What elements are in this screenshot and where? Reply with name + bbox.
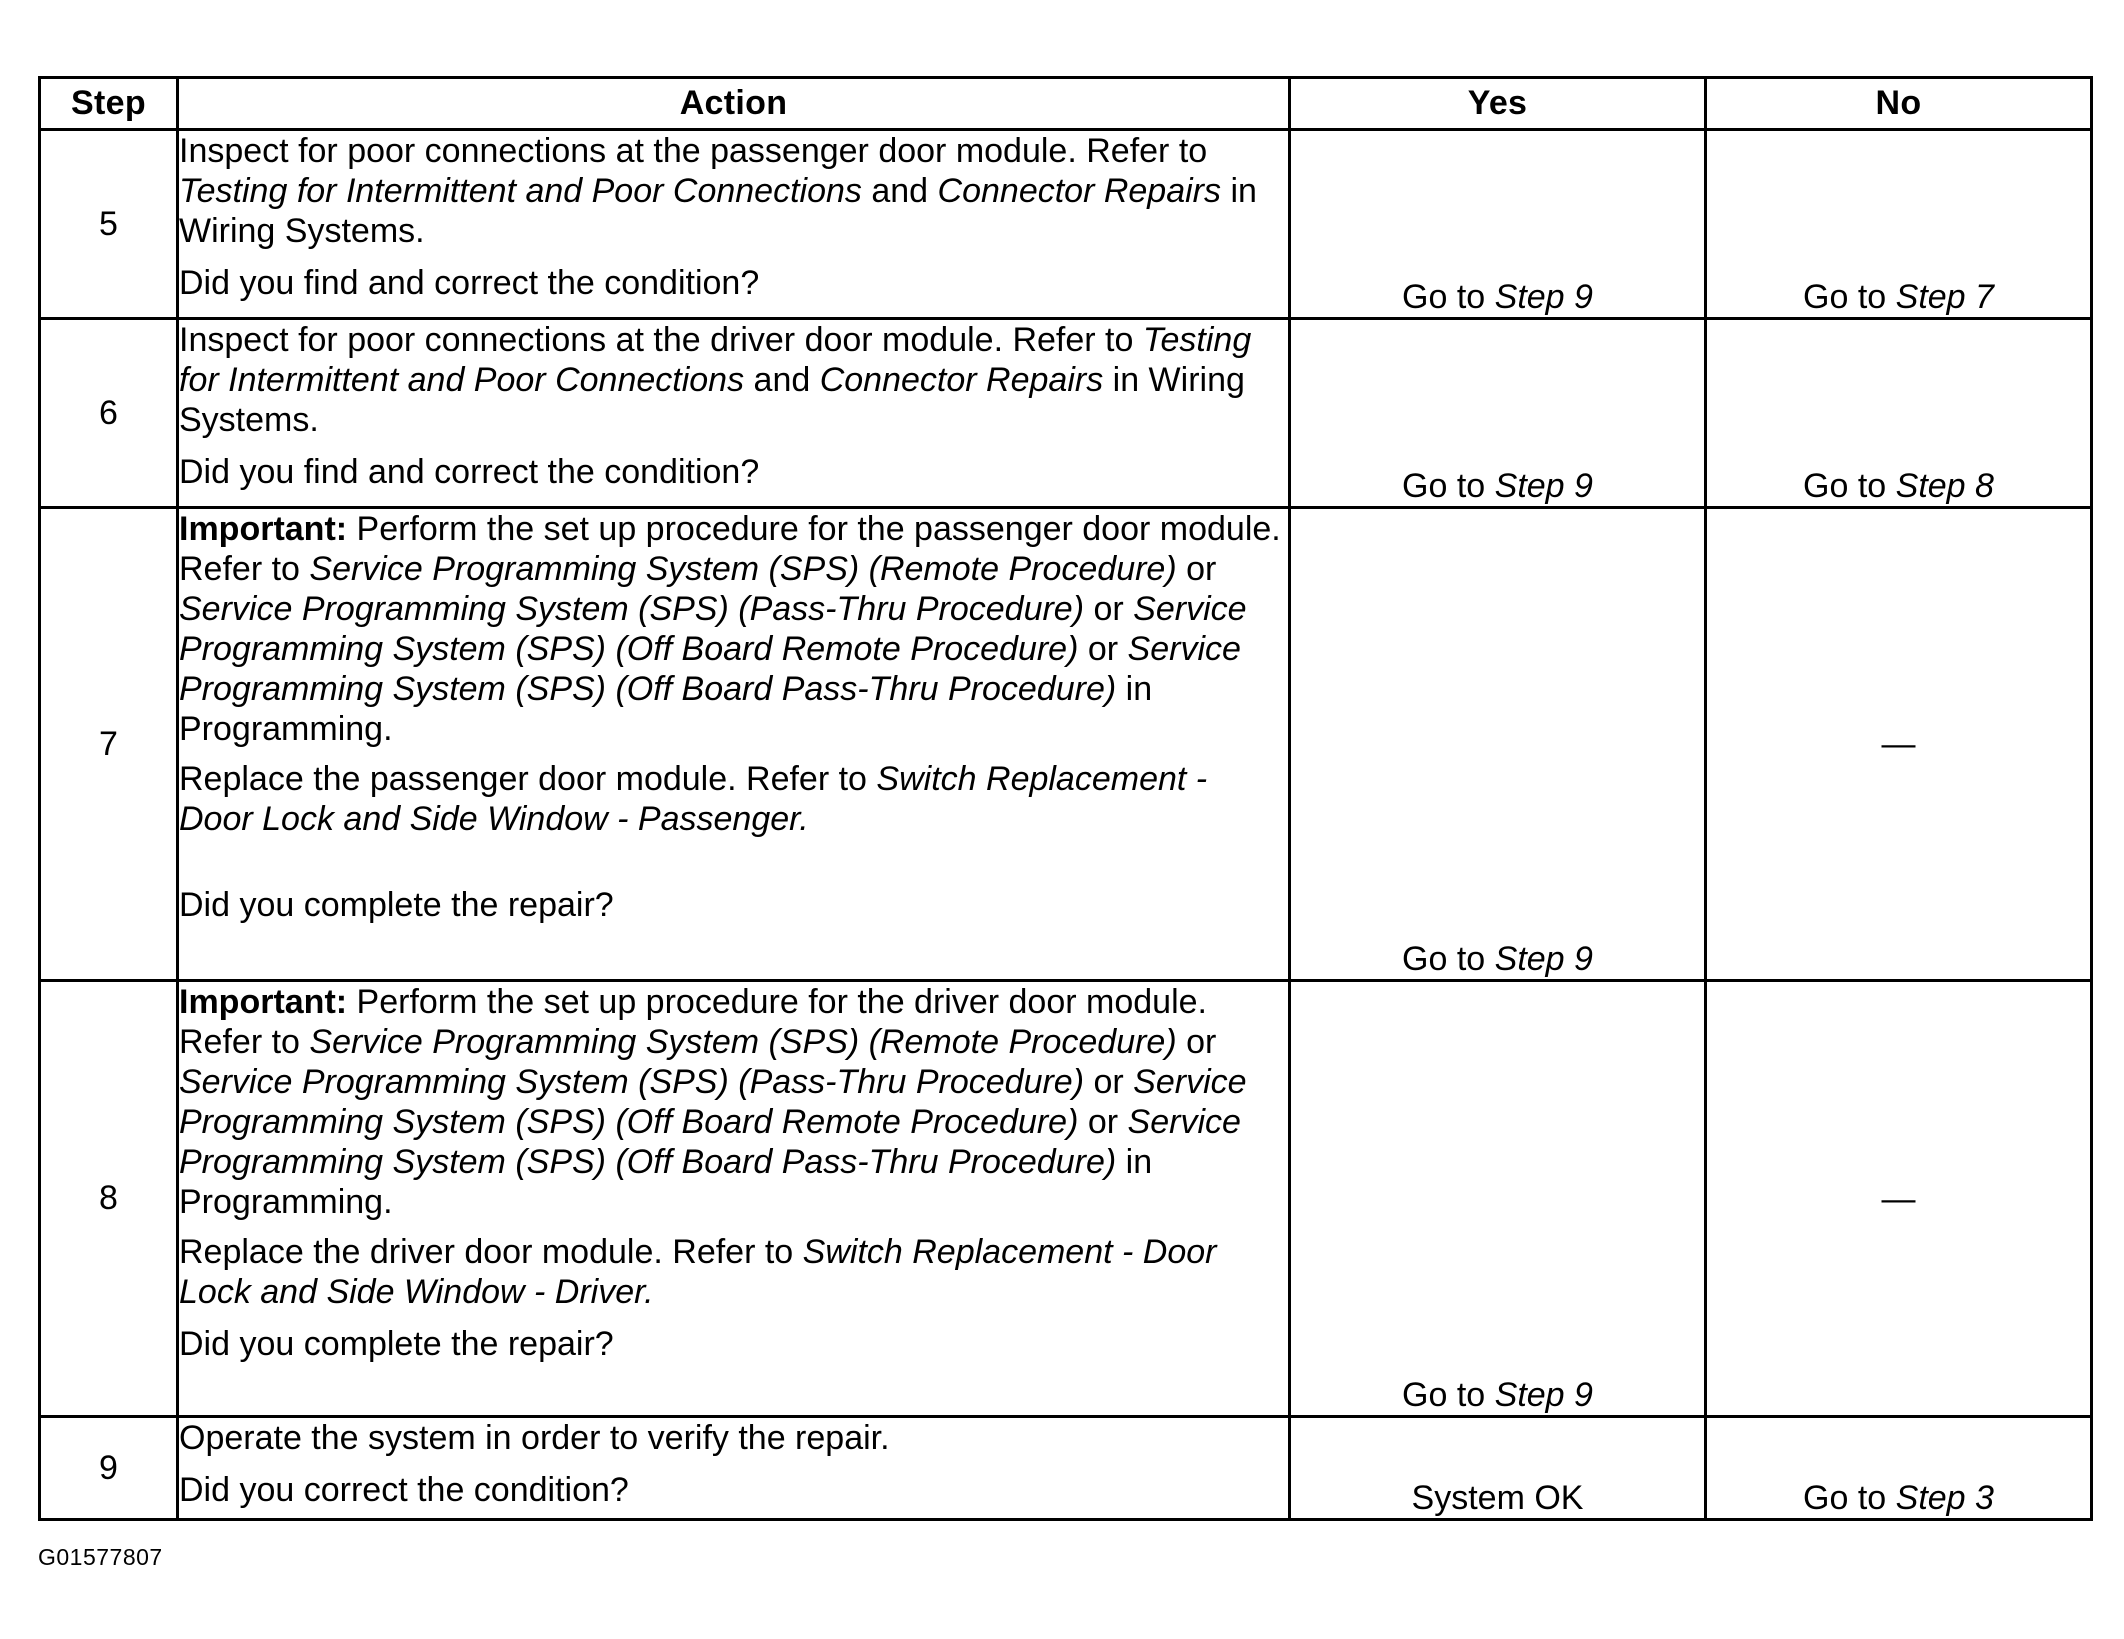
text-run: Perform the set up procedure for the passenger door module. Refer to	[179, 510, 1281, 588]
important-label: Important:	[179, 510, 348, 548]
step-reference: Step 8	[1895, 467, 1994, 505]
action-cell	[178, 508, 1290, 981]
text-run: or	[1176, 550, 1217, 588]
text-run: Inspect for poor connections at the driver door module. Refer to	[179, 321, 1143, 359]
important-note	[179, 982, 1288, 1222]
text-run: or	[1176, 1023, 1217, 1061]
table-header-row	[40, 78, 2092, 130]
table-row-step-5	[40, 130, 2092, 319]
step-number: 5	[40, 130, 178, 319]
reference: Service Programming System (SPS) (Off Board Remote Procedure)	[179, 1063, 1247, 1141]
action-cell	[178, 981, 1290, 1417]
result-prefix: Go to	[1402, 467, 1495, 505]
step-number: 6	[40, 319, 178, 508]
step-reference: Step 9	[1494, 467, 1593, 505]
action-question: Did you find and correct the condition?	[179, 264, 760, 302]
reference: Switch Replacement - Door Lock and Side Window - Passenger.	[179, 760, 1208, 838]
table-row-step-8	[40, 981, 2092, 1417]
yes-result	[1290, 508, 1706, 981]
text-run: in Programming.	[179, 670, 1153, 748]
step-reference: Step 9	[1494, 1376, 1593, 1414]
text-run: or	[1078, 630, 1128, 668]
step-number: 9	[40, 1417, 178, 1520]
result-prefix: Go to	[1803, 278, 1896, 316]
diagnostic-page	[38, 76, 2090, 1521]
yes-result	[1290, 981, 1706, 1417]
result-prefix: Go to	[1402, 278, 1495, 316]
replace-instruction	[179, 1232, 1288, 1312]
no-result	[1706, 319, 2092, 508]
reference: Service Programming System (SPS) (Off Board Pass-Thru Procedure)	[179, 1103, 1241, 1181]
action-cell	[178, 319, 1290, 508]
text-run: or	[1084, 590, 1134, 628]
header-action: Action	[178, 78, 1290, 130]
yes-result	[1290, 130, 1706, 319]
no-result	[1706, 130, 2092, 319]
action-question: Did you complete the repair?	[179, 886, 614, 924]
action-text	[179, 320, 1288, 440]
reference: Service Programming System (SPS) (Pass-Thru Procedure)	[179, 1063, 1085, 1101]
step-number: 8	[40, 981, 178, 1417]
text-run: and	[861, 172, 938, 210]
reference: Testing for Intermittent and Poor Connections	[179, 172, 862, 210]
step-reference: Step 3	[1895, 1479, 1994, 1517]
result-prefix: Go to	[1803, 1479, 1896, 1517]
reference: Testing for Intermittent and Poor Connections	[179, 321, 1252, 399]
text-run: and	[744, 361, 820, 399]
reference: Service Programming System (SPS) (Remote Procedure)	[309, 550, 1177, 588]
replace-instruction	[179, 759, 1288, 839]
result-prefix: Go to	[1803, 467, 1896, 505]
text-run: Perform the set up procedure for the driver door module. Refer to	[179, 983, 1207, 1061]
yes-result: System OK	[1290, 1417, 1706, 1520]
text-run: or	[1078, 1103, 1128, 1141]
result-prefix: Go to	[1402, 1376, 1495, 1414]
reference: Connector Repairs	[937, 172, 1222, 210]
header-no: No	[1706, 78, 2092, 130]
important-note	[179, 509, 1288, 749]
action-cell	[178, 1417, 1290, 1520]
step-number: 7	[40, 508, 178, 981]
action-question: Did you find and correct the condition?	[179, 453, 760, 491]
step-reference: Step 9	[1494, 940, 1593, 978]
reference: Service Programming System (SPS) (Remote Procedure)	[309, 1023, 1177, 1061]
yes-result	[1290, 319, 1706, 508]
table-row-step-6	[40, 319, 2092, 508]
diagnostic-table	[38, 76, 2093, 1521]
no-result	[1706, 1417, 2092, 1520]
text-run: in Wiring Systems.	[179, 172, 1257, 250]
text-run: Replace the driver door module. Refer to	[179, 1233, 803, 1271]
reference: Service Programming System (SPS) (Pass-Thru Procedure)	[179, 590, 1085, 628]
text-run: in Wiring Systems.	[179, 361, 1245, 439]
text-run: Inspect for poor connections at the passenger door module. Refer to	[179, 132, 1208, 170]
table-row-step-9	[40, 1417, 2092, 1520]
action-text	[179, 131, 1288, 251]
important-label: Important:	[179, 983, 348, 1021]
reference: Connector Repairs	[819, 361, 1104, 399]
header-step: Step	[40, 78, 178, 130]
header-yes: Yes	[1290, 78, 1706, 130]
text-run: in Programming.	[179, 1143, 1153, 1221]
no-result: —	[1706, 508, 2092, 981]
result-prefix: Go to	[1402, 940, 1495, 978]
action-question: Did you complete the repair?	[179, 1325, 614, 1363]
action-cell	[178, 130, 1290, 319]
action-question: Did you correct the condition?	[179, 1471, 629, 1509]
step-reference: Step 7	[1895, 278, 1994, 316]
step-reference: Step 9	[1494, 278, 1593, 316]
figure-id: G01577807	[38, 1544, 163, 1570]
action-text: Operate the system in order to verify the repair.	[179, 1419, 890, 1457]
text-run: Replace the passenger door module. Refer to	[179, 760, 877, 798]
reference: Service Programming System (SPS) (Off Board Remote Procedure)	[179, 590, 1247, 668]
text-run: or	[1084, 1063, 1134, 1101]
reference: Switch Replacement - Door Lock and Side Window - Driver.	[179, 1233, 1217, 1311]
reference: Service Programming System (SPS) (Off Board Pass-Thru Procedure)	[179, 630, 1241, 708]
table-row-step-7	[40, 508, 2092, 981]
no-result: —	[1706, 981, 2092, 1417]
